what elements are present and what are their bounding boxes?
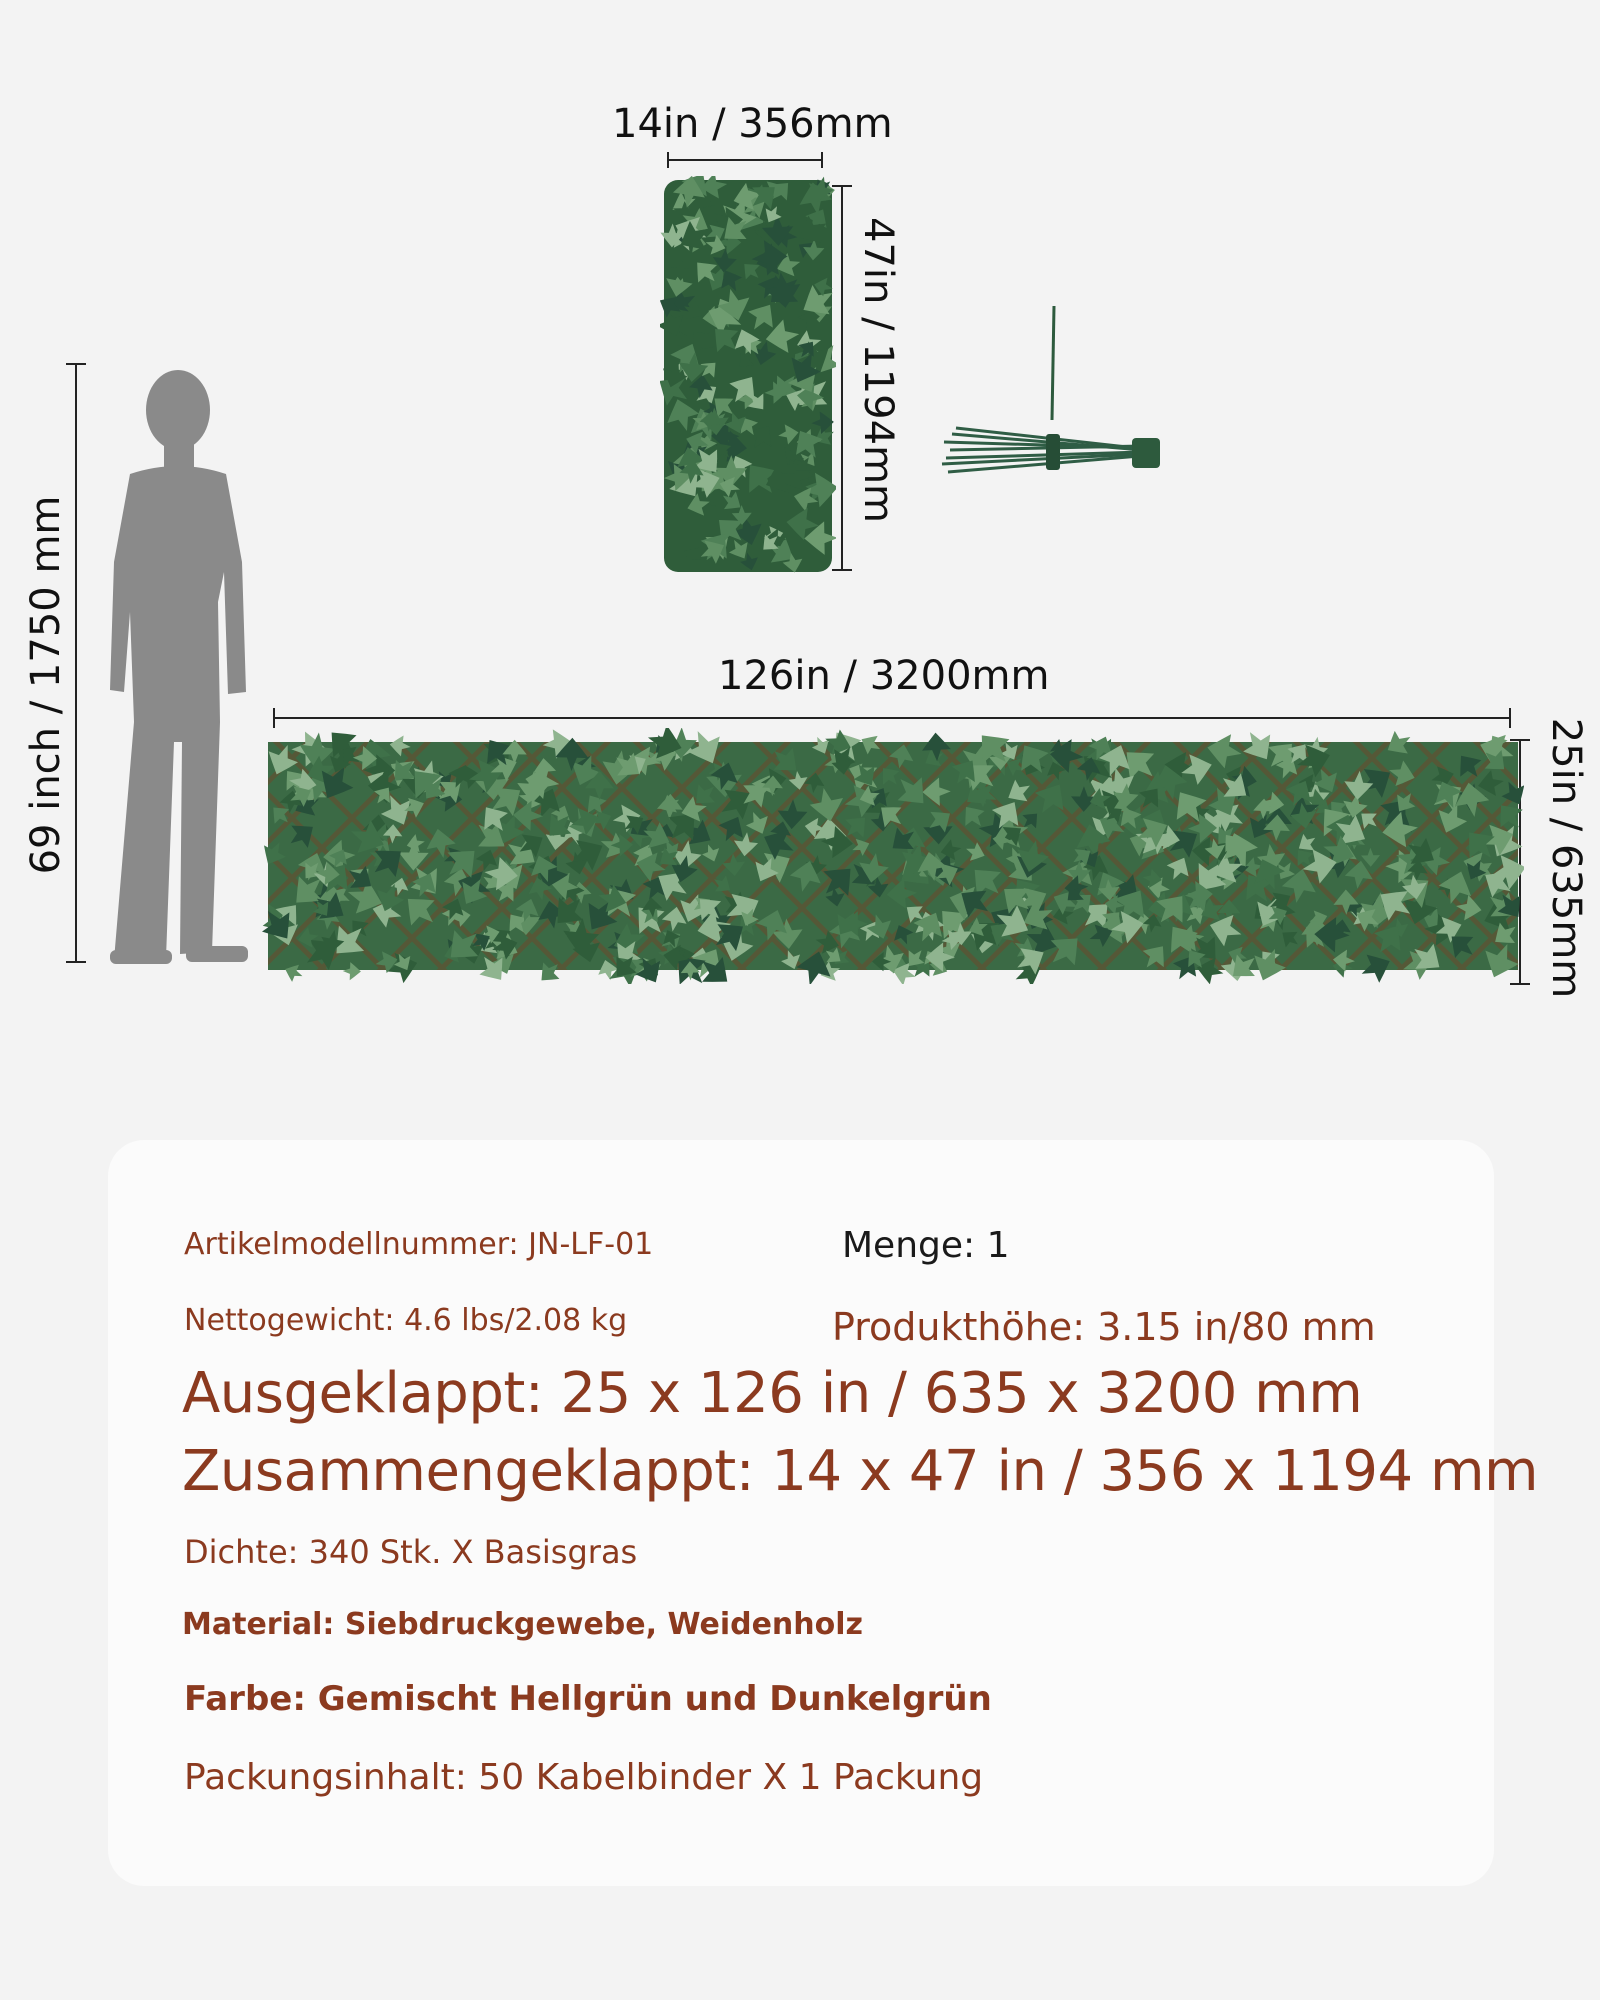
folded-ivy-panel (660, 176, 836, 576)
expanded-width-label: 126in / 3200mm (718, 653, 1050, 699)
spec-expanded-size: Ausgeklappt: 25 x 126 in / 635 x 3200 mm (182, 1361, 1363, 1426)
spec-material: Material: Siebdruckgewebe, Weidenholz (182, 1607, 863, 1642)
spec-folded-size: Zusammengeklappt: 14 x 47 in / 356 x 1194 mm (182, 1439, 1539, 1504)
person-silhouette (100, 362, 270, 966)
spec-quantity: Menge: 1 (842, 1225, 1010, 1266)
cable-ties-image (936, 302, 1176, 482)
spec-model-number: Artikelmodellnummer: JN-LF-01 (184, 1227, 654, 1262)
spec-card (108, 1140, 1539, 1886)
spec-net-weight: Nettogewicht: 4.6 lbs/2.08 kg (184, 1303, 628, 1338)
spec-product-height: Produkthöhe: 3.15 in/80 mm (832, 1305, 1376, 1349)
spec-color: Farbe: Gemischt Hellgrün und Dunkelgrün (184, 1679, 992, 1719)
spec-package-contents: Packungsinhalt: 50 Kabelbinder X 1 Packung (184, 1757, 984, 1798)
expanded-width-dimension-line (270, 706, 1514, 730)
expanded-height-label: 25in / 635mm (1543, 717, 1589, 999)
expanded-ivy-trellis (262, 728, 1524, 984)
folded-width-dimension-line (660, 150, 830, 170)
person-height-label: 69 inch / 1750 mm (23, 495, 69, 875)
folded-width-label: 14in / 356mm (612, 101, 893, 147)
spec-density: Dichte: 340 Stk. X Basisgras (184, 1533, 638, 1571)
folded-height-label: 47in / 1194mm (855, 217, 901, 523)
